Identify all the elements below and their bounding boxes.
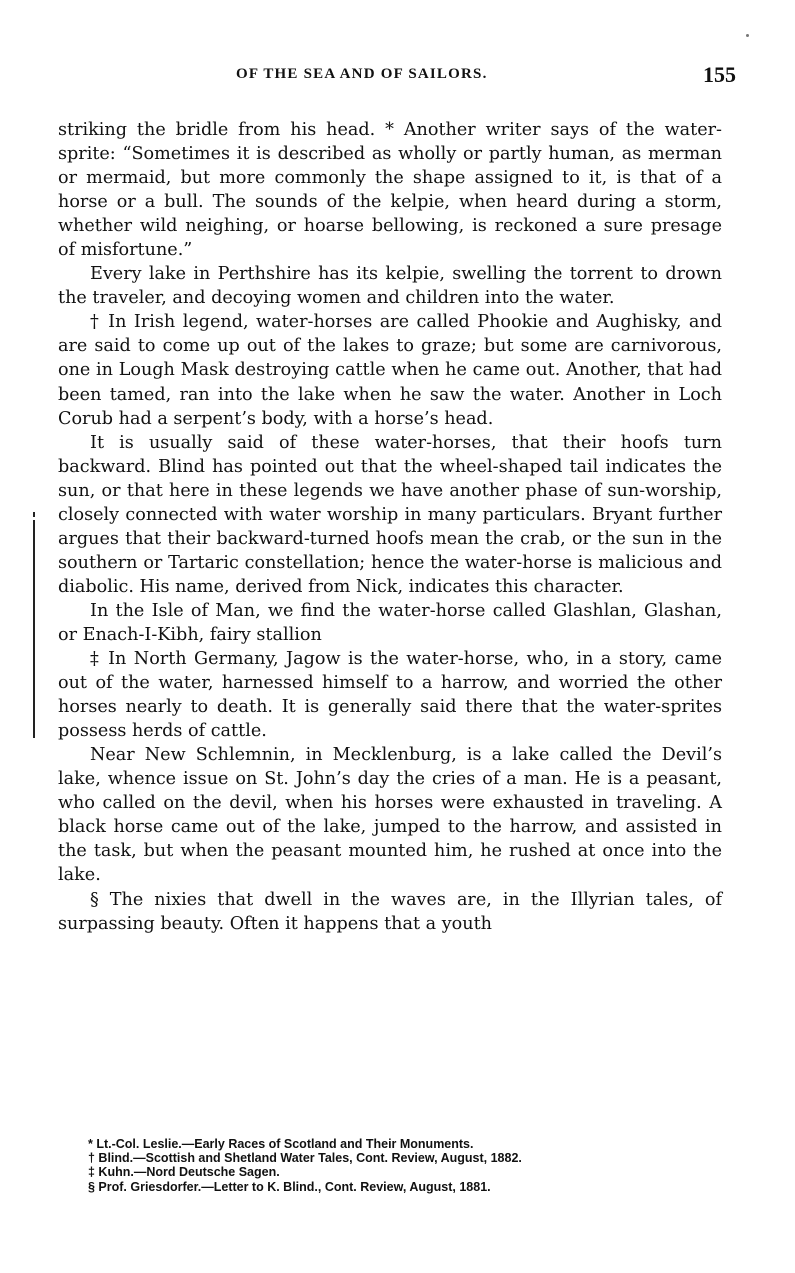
paragraph-2: Every lake in Perthshire has its kelpie, swelling the torrent to drown the traveler, and decoying women and children into the water. — [58, 264, 722, 309]
footnotes — [88, 1137, 708, 1194]
footnote-4: § Prof. Griesdorfer.—Letter to K. Blind., Cont. Review, August, 1881. — [88, 1179, 491, 1194]
footnote-3: ‡ Kuhn.—Nord Deutsche Sagen. — [88, 1165, 280, 1180]
paragraph-8: § The nixies that dwell in the waves are, in the Illyrian tales, of surpassing beauty. Often it happens that a youth — [58, 889, 722, 934]
running-title: OF THE SEA AND OF SAILORS. — [236, 66, 488, 82]
paragraph-6: ‡ In North Germany, Jagow is the water-horse, who, in a story, came out of the water, harnessed himself to a harrow, and worried the other horses nearly to death. It is generally said there that the water-sprites possess herds of cattle. — [58, 649, 722, 742]
margin-mark — [33, 512, 35, 517]
paragraph-7: Near New Schlemnin, in Mecklenburg, is a lake called the Devil’s lake, whence issue on St. John’s day the cries of a man. He is a peasant, who called on the devil, when his horses were exhausted in traveling. A black horse came out of the lake, jumped to the harrow, and assisted in the task, but when the peasant mounted him, he rushed at once into the lake. — [58, 745, 722, 886]
paragraph-1: striking the bridle from his head. * Another writer says of the water-sprite: “Sometimes it is described as wholly or partly human, as merman or mermaid, but more commonly the shape assigned to it, is that of a horse or a bull. The sounds of the kelpie, when heard during a storm, whether wild neighing, or hoarse bellowing, is reckoned a sure presage of misfortune.” — [58, 120, 722, 261]
margin-annotation-line — [33, 520, 35, 738]
page-number: 155 — [703, 62, 736, 87]
footnote-2: † Blind.—Scottish and Shetland Water Tales, Cont. Review, August, 1882. — [88, 1151, 522, 1166]
running-head — [56, 62, 736, 88]
page-speck — [746, 34, 749, 37]
paragraph-3: † In Irish legend, water-horses are called Phookie and Aughisky, and are said to come up out of the lakes to graze; but some are carnivorous, one in Lough Mask destroying cattle when he came out. Another, that had been tamed, ran into the lake when he saw the water. Another in Loch Corub had a serpent’s body, with a horse’s head. — [58, 312, 722, 429]
paragraph-5: In the Isle of Man, we find the water-horse called Glashlan, Glashan, or Enach-I-Kibh, fairy stallion — [58, 600, 722, 645]
paragraph-4: It is usually said of these water-horses, that their hoofs turn backward. Blind has pointed out that the wheel-shaped tail indicates the sun, or that here in these legends we have another phase of sun-worship, closely connected with water worship in many particulars. Bryant further argues that their backward-turned hoofs mean the crab, or the sun in the southern or Tartaric constellation; hence the water-horse is malicious and diabolic. His name, derived from Nick, indicates this character. — [58, 432, 722, 597]
footnote-1: * Lt.-Col. Leslie.—Early Races of Scotland and Their Monuments. — [88, 1137, 474, 1151]
body-text — [58, 118, 722, 936]
